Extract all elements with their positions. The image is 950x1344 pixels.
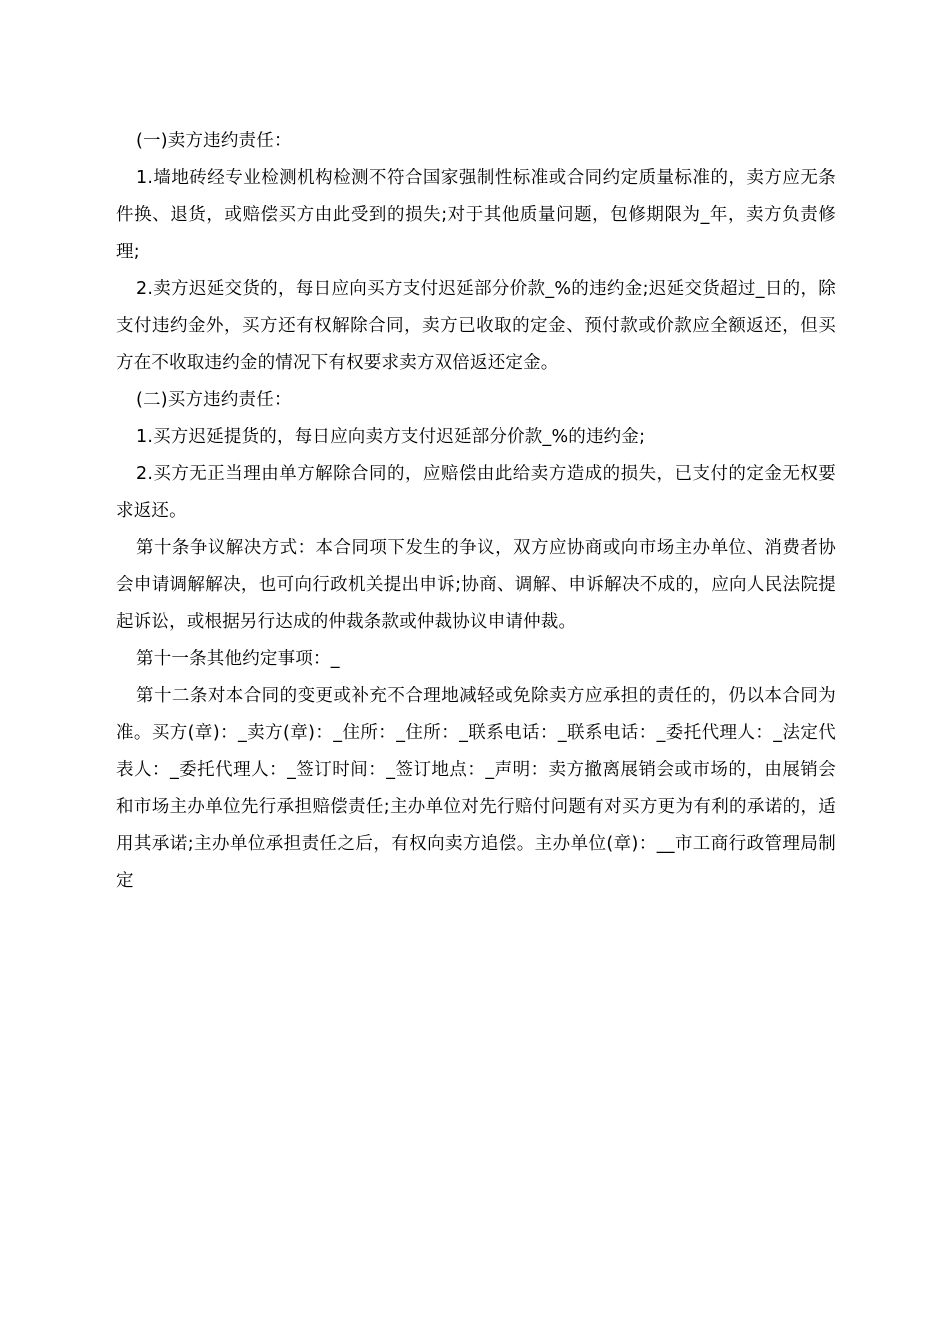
buyer-liability-heading: (二)买方违约责任：	[136, 390, 292, 410]
article-10-dispute-resolution: 第十条争议解决方式：本合同项下发生的争议，双方应协商或向市场主办单位、消费者协会申请调解解决，也可向行政机关提出申诉;协商、调解、申诉解决不成的，应向人民法院提起诉讼，或根据另行达成的仲裁条款或仲裁协议申请仲裁。	[116, 538, 836, 632]
seller-liability-clause-2: 2.卖方迟延交货的，每日应向买方支付迟延部分价款_%的违约金;迟延交货超过_日的，除支付违约金外，买方还有权解除合同，卖方已收取的定金、预付款或价款应全额返还，但买方在不收取违约金的情况下有权要求卖方双倍返还定金。	[116, 279, 836, 373]
document-page	[116, 123, 836, 900]
seller-liability-clause-1: 1.墙地砖经专业检测机构检测不符合国家强制性标准或合同约定质量标准的，卖方应无条件换、退货，或赔偿买方由此受到的损失;对于其他质量问题，包修期限为_年，卖方负责修理;	[116, 168, 836, 262]
article-12-and-signatures: 第十二条对本合同的变更或补充不合理地减轻或免除卖方应承担的责任的，仍以本合同为准。买方(章)：_卖方(章)：_住所：_住所：_联系电话：_联系电话：_委托代理人：_法定代表人：_委托代理人：_签订时间：_签订地点：_声明：卖方撤离展销会或市场的，由展销会和市场主办单位先行承担赔偿责任;主办单位对先行赔付问题有对买方更为有利的承诺的，适用其承诺;主办单位承担责任之后，有权向卖方追偿。主办单位(章)：__市工商行政管理局制定	[116, 686, 836, 891]
buyer-liability-clause-1: 1.买方迟延提货的，每日应向卖方支付迟延部分价款_%的违约金;	[136, 427, 646, 447]
article-11-other-matters: 第十一条其他约定事项：_	[136, 649, 340, 669]
seller-liability-heading: (一)卖方违约责任：	[136, 131, 292, 151]
buyer-liability-clause-2: 2.买方无正当理由单方解除合同的，应赔偿由此给卖方造成的损失，已支付的定金无权要求返还。	[116, 464, 836, 521]
